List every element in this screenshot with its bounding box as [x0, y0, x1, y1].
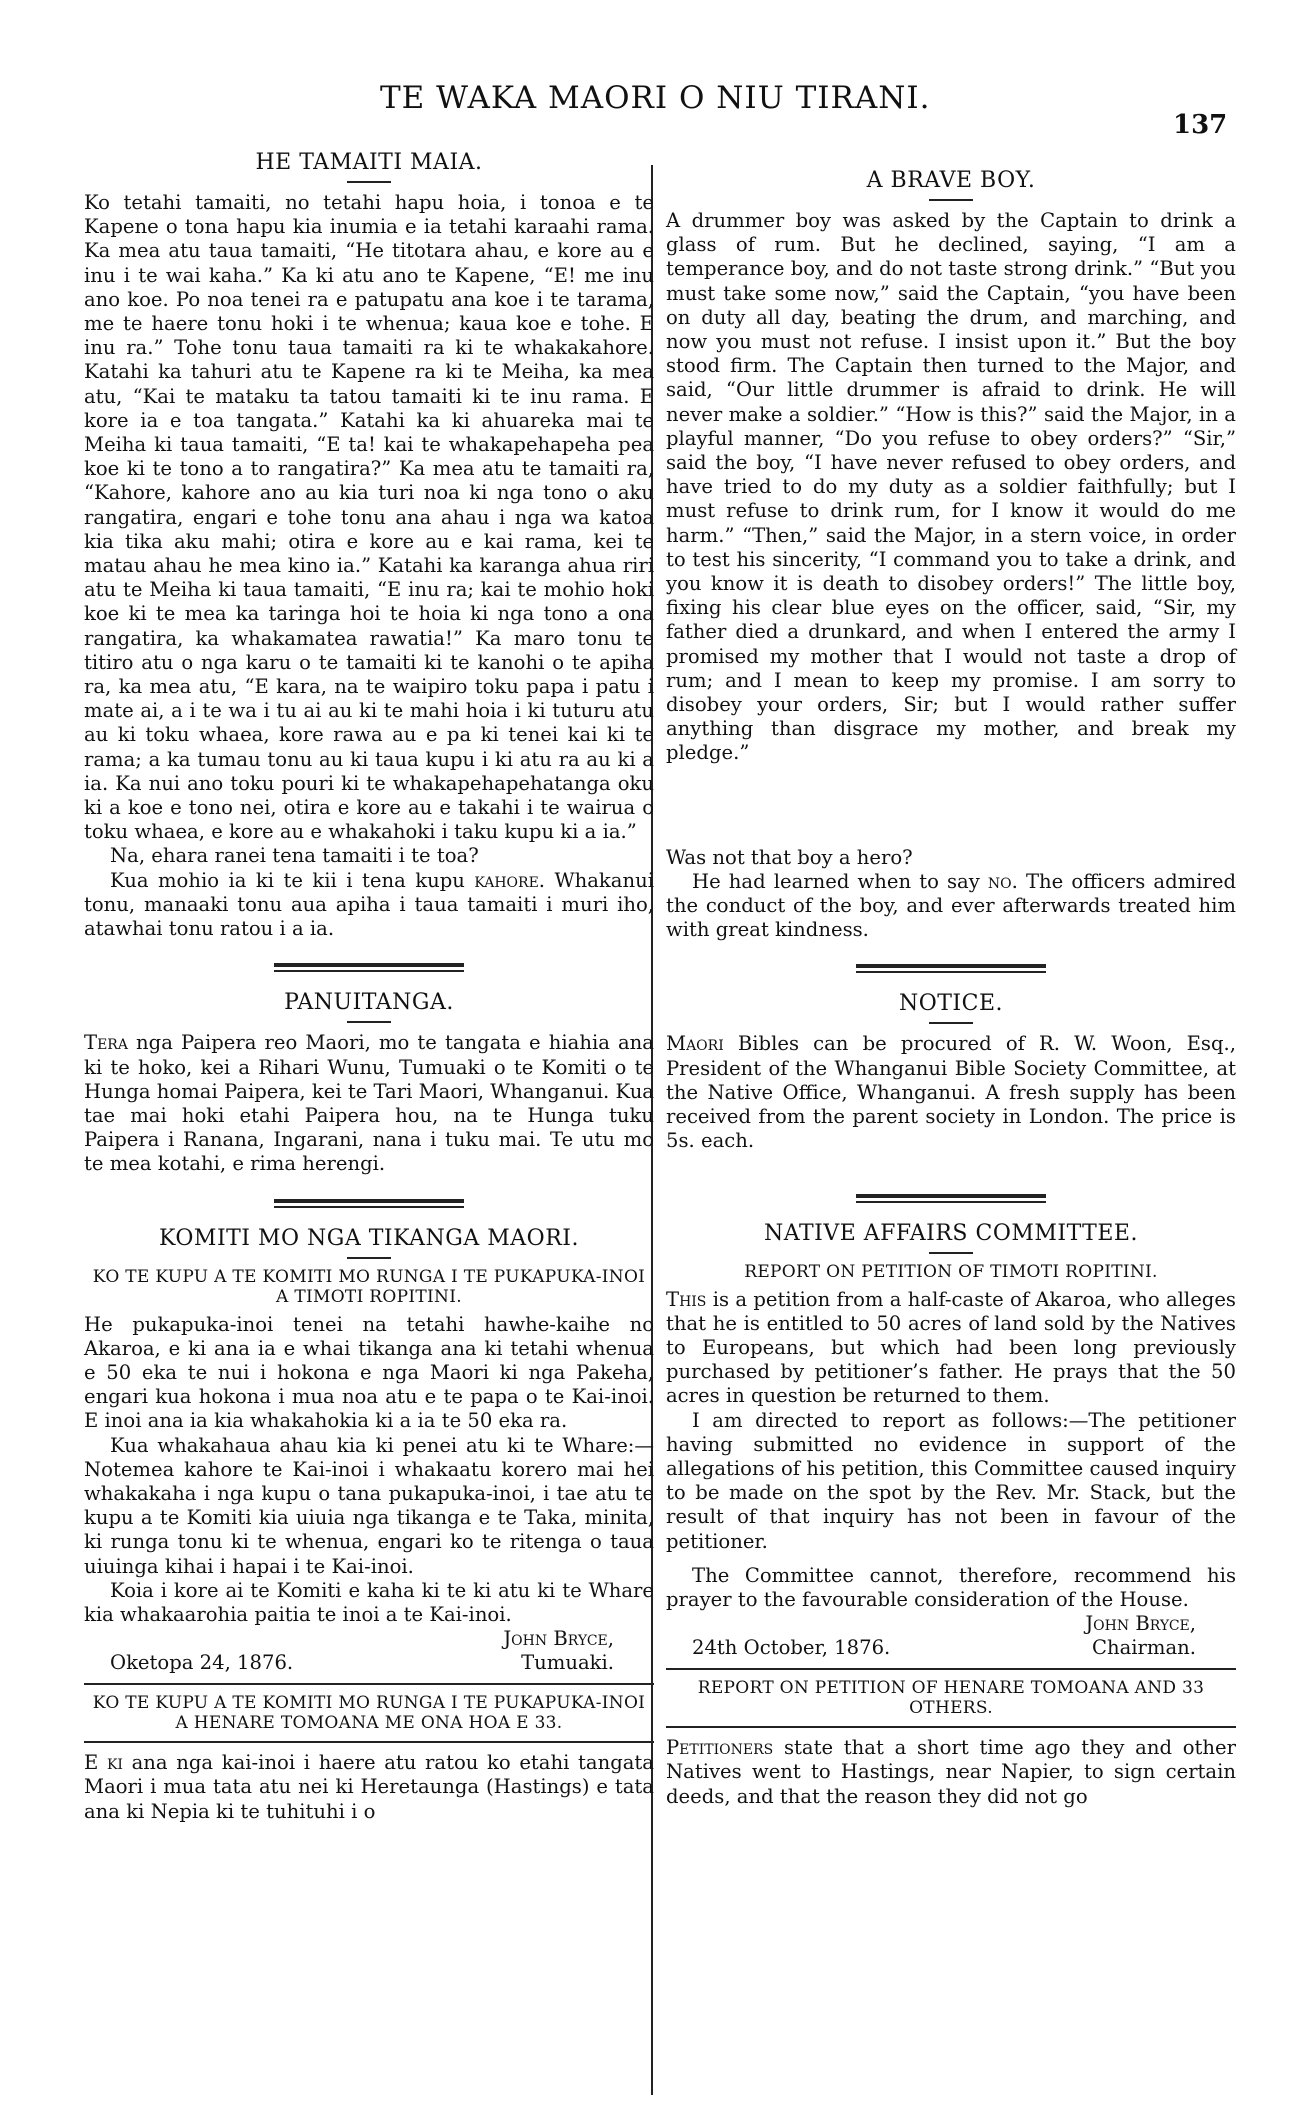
text-run: . The officers admired the conduct of the boy, and ever afterwards treated him with great kindness.: [666, 869, 1236, 942]
heading-rule: [347, 1021, 391, 1023]
heading-rule: [929, 1252, 973, 1254]
heading-rule: [929, 199, 973, 201]
article-heading-maia: HE TAMAITI MAIA.: [255, 150, 483, 175]
heading-rule: [347, 1257, 391, 1259]
text-run: nga Paipera reo Maori, mo te tangata e hiahia ana ki te hoko, kei a Rihari Wunu, Tumuaki o te Komiti o te Hunga homai Paipera, kei te Tari Maori, Whanganui. Kua tae mai hoki etahi Paipera hou, na te Hunga tuku Paipera i Ranana, Ingarani, nana i tuku mai. Te utu mo te mea kotahi, e rima herengi.: [84, 1031, 654, 1176]
report-paragraph: The Committee cannot, therefore, recommend his prayer to the favourable consideration of the House.: [666, 1563, 1236, 1611]
report-divider: [84, 1683, 654, 1685]
text-run: He had learned when to say: [692, 869, 988, 893]
signature-name: John Bryce,: [503, 1627, 614, 1651]
report-subheading: KO TE KUPU A TE KOMITI MO RUNGA I TE PUKAPUKA-INOI A HENARE TOMOANA ME ONA HOA E 33.: [92, 1693, 646, 1734]
section-rule: [856, 1194, 1046, 1203]
text-run: is a petition from a half-caste of Akaroa, who alleges that he is entitled to 50 acres of land sold by the Natives to Europeans, but which had been long previously purchased by petitioner’s father. He prays that the 50 acres in question be returned to them.: [666, 1287, 1236, 1408]
text-run: . Whakanui tonu, manaaki tonu aua apiha i taua tamaiti i muri iho, atawhai tonu ratou i a ia.: [84, 868, 654, 941]
section-heading-panuitanga: PANUITANGA.: [284, 990, 454, 1016]
section-heading-native-affairs: NATIVE AFFAIRS COMMITTEE.: [764, 1220, 1138, 1246]
text-run: Bibles can be procured of R. W. Woon, Esq., President of the Whanganui Bible Society Committee, at the Native Office, Whanganui. A fresh supply has been received from the parent society in London. The price is 5s. each.: [666, 1032, 1236, 1153]
article-paragraph: Was not that boy a hero?: [666, 845, 913, 869]
report-subheading: REPORT ON PETITION OF TIMOTI ROPITINI.: [744, 1261, 1158, 1282]
notice-paragraph: [666, 1032, 1236, 1153]
report-paragraph: [666, 1736, 1236, 1809]
article-paragraph: [84, 869, 654, 942]
small-caps-lead: This: [666, 1287, 707, 1311]
signature-line: [666, 1636, 1236, 1660]
report-paragraph: [84, 1751, 654, 1824]
report-paragraph: [666, 1288, 1236, 1409]
small-caps-word: kahore: [474, 868, 539, 892]
section-heading-komiti: KOMITI MO NGA TIKANGA MAORI.: [159, 1225, 579, 1251]
report-subheading: KO TE KUPU A TE KOMITI MO RUNGA I TE PUKAPUKA-INOI A TIMOTI ROPITINI.: [92, 1266, 646, 1307]
left-column: [84, 150, 654, 1824]
text-run: Kua mohio ia ki te kii i tena kupu: [110, 868, 475, 892]
newspaper-title: TE WAKA MAORI O NIU TIRANI.: [380, 80, 931, 116]
heading-rule: [347, 181, 391, 183]
report-paragraph: Koia i kore ai te Komiti e kaha ki te ki atu ki te Whare kia whakaarohia paitia te inoi a te Kai-inoi.: [84, 1578, 654, 1626]
heading-rule: [929, 1022, 973, 1024]
report-paragraph: He pukapuka-inoi tenei na tetahi hawhe-kaihe no Akaroa, e ki ana ia e whai tikanga ana ki tetahi whenua e 50 eka te nui i hokona e nga Maori ki nga Pakeha, engari kua hokona i mua noa atu e te papa o te Kai-inoi. E inoi ana ia kia whakahokia ki a ia te 50 eka ra.: [84, 1312, 654, 1433]
small-caps-lead: Tera: [84, 1031, 128, 1055]
section-heading-notice: NOTICE.: [898, 991, 1004, 1017]
right-column: [666, 150, 1236, 1809]
report-divider: [666, 1668, 1236, 1670]
section-rule: [274, 1199, 464, 1208]
section-rule: [856, 964, 1046, 973]
article-heading-brave-boy: A BRAVE BOY.: [866, 168, 1036, 193]
signature-line: [84, 1651, 654, 1675]
signature-role: Chairman.: [1091, 1636, 1196, 1660]
text-run: ana nga kai-inoi i haere atu ratou ko etahi tangata Maori i mua tata atu nei ki Heretaunga (Hastings) e tata ana ki Nepia ki te tuhituhi i o: [84, 1751, 654, 1823]
report-divider: [666, 1726, 1236, 1728]
section-rule: [274, 963, 464, 972]
report-paragraph: I am directed to report as follows:—The petitioner having submitted no evidence in support of the allegations of his petition, this Committee caused inquiry to be made on the spot by the Rev. Mr. Stack, but the result of that inquiry has not been in favour of the petitioner.: [666, 1408, 1236, 1553]
article-paragraph: [666, 870, 1236, 943]
signature-name: John Bryce,: [1085, 1612, 1196, 1636]
report-paragraph: Kua whakahaua ahau kia ki penei atu ki te Whare:—Notemea kahore te Kai-inoi i whakaatu korero mai hei whakakaha i nga kupu o tana pukapuka-inoi, i tae atu te kupu a te Komiti kia uiuia nga tikanga e te Taka, minita, ki runga tonu ki te whenua, engari ko te ritenga o taua uiuinga kihai i hapai i te Kai-inoi.: [84, 1433, 654, 1578]
signature-role: Tumuaki.: [521, 1651, 614, 1675]
article-paragraph: Ko tetahi tamaiti, no tetahi hapu hoia, i tonoa e te Kapene o tona hapu kia inumia e ia tetahi karaahi rama. Ka mea atu taua tamaiti, “He titotara ahau, e kore au e inu i te wai kaha.” Ka ki atu ano te Kapene, “E! me inu ano koe. Po noa tenei ra e patupatu ana koe i te tarama, me te haere tonu hoki i te whenua; kaua koe e tohe. E inu ra.” Tohe tonu taua tamaiti ra ki te whakakahore. Katahi ka tahuri atu te Kapene ra ki te Meiha, ka mea atu, “Kai te mataku ta tatou tamaiti ki te inu rama. E kore ia e toa tangata.” Katahi ka ki ahuareka mai te Meiha ki taua tamaiti, “E ta! kai te whakapehapeha pea koe ki te tono a to rangatira?” Ka mea atu te tamaiti ra, “Kahore, kahore ano au kia turi noa ki nga tono o aku rangatira, engari e tohe tonu ana ahau i nga wa katoa kia tika aku mahi; otira e kore au e kai rama, kei te matau ahau he mea kino ia.” Katahi ka karanga ahua riri atu te Meiha ki taua tamaiti, “E inu ra; kai te mohio hoki koe ki te mea ka taringa hoi te hoia ki nga tono a ona rangatira, ka whakamatea rawatia!” Ka maro tonu te titiro atu o nga karu o te tamaiti ki te kanohi o te apiha ra, ka mea atu, “E kara, na te waipiro toku papa i patu i mate ai, a i te wa i tu ai au ki te mahi hoia i ki tuturu atu au ki toku whaea, kore rawa au e pa ki tenei kai ki te rama; a ka tumau tonu au ki taua kupu i ki atu ra au ki a ia. Ka nui ano toku pouri ki te whakapehapehatanga oku ki a koe e tono nei, otira e kore au e takahi i te wairua o toku whaea, e kore au e whakahoki i taku kupu ki a ia.”: [84, 191, 654, 844]
small-caps-lead: E ki: [84, 1751, 123, 1775]
article-paragraph: Na, ehara ranei tena tamaiti i te toa?: [110, 844, 479, 868]
notice-paragraph: [84, 1031, 654, 1176]
signature-date: Oketopa 24, 1876.: [110, 1651, 294, 1675]
text-run: state that a short time ago they and other Natives went to Hastings, near Napier, to sign certain deeds, and that the reason they did not go: [666, 1736, 1236, 1808]
article-paragraph: A drummer boy was asked by the Captain to drink a glass of rum. But he declined, saying, “I am a temperance boy, and do not taste strong drink.” “But you must take some now,” said the Captain, “you have been on duty all day, beating the drum, and marching, and now you must not refuse. I insist upon it.” But the boy stood firm. The Captain then turned to the Major, and said, “Our little drummer is afraid to drink. He will never make a soldier.” “How is this?” said the Major, in a playful manner, “Do you refuse to obey orders?” “Sir,” said the boy, “I have never refused to obey orders, and have tried to do my duty as a soldier faithfully; but I must refuse to drink rum, for I know it would do me harm.” “Then,” said the Major, in a stern voice, in order to test his sincerity, “I command you to take a drink, and you know it is death to disobey orders!” The little boy, fixing his clear blue eyes on the officer, said, “Sir, my father died a drunkard, and when I entered the army I promised my mother that I would not taste a drop of rum; and I mean to keep my promise. I am sorry to disobey your orders, Sir; but I would rather suffer anything than disgrace my mother, and break my pledge.”: [666, 209, 1236, 765]
report-subheading: REPORT ON PETITION OF HENARE TOMOANA AND 33 OTHERS.: [697, 1678, 1205, 1719]
small-caps-lead: Maori: [666, 1032, 724, 1056]
report-divider: [84, 1741, 654, 1743]
page-number: 137: [1173, 110, 1228, 140]
small-caps-word: no: [987, 869, 1012, 893]
signature-date: 24th October, 1876.: [692, 1636, 891, 1660]
small-caps-lead: Petitioners: [666, 1736, 774, 1760]
masthead: [0, 70, 1309, 140]
